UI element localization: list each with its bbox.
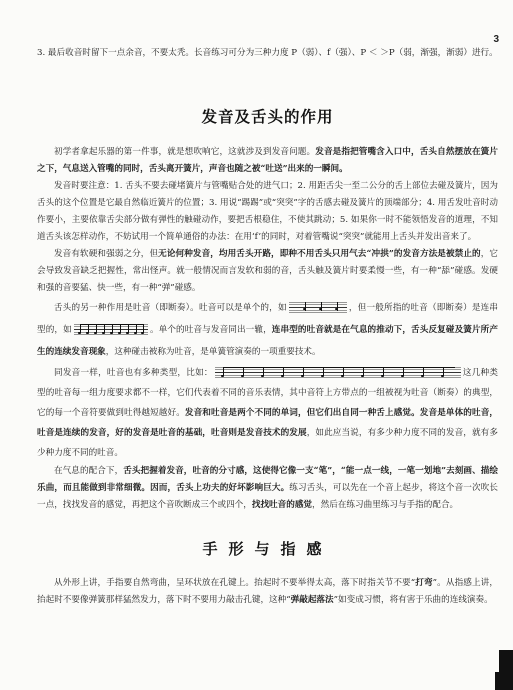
paragraph-2: 发音时要注意：1. 舌头不要去碰堵簧片与管嘴贴合处的进气口；2. 用距舌尖一至二公分的舌上部位去碰及簧片，因为舌头的这个位置是它最自然临近簧片的位置；3. 用说“踢踢”或“突突”字的舌感去碰及簧片的顶端部分；4. 用舌发吐音时动作要小，主要依靠舌尖部分做有弹性的触碰动作，要把舌根稳住，不使其跳动；5. 如果你一时不能领悟发音的道理，不知道舌头该怎样动作，不妨试用一个简单通俗的办法：在用‘f’的同时，对着管嘴说“突突”就能用上舌头并发出音来了。 [37,181,498,242]
section-title-hand-shape: 手形与指感 [202,540,333,558]
bold-text: 发音是指把管嘴含入口中，舌头自然摆放在簧片之下，气息送入管嘴的同时，舌头离开簧片，声音也随之被“吐送”出来的一瞬间。 [37,147,498,174]
text: ，这种碰击被称为吐音，是单簧管演奏的一项重要技术。 [105,347,321,357]
text: 发音有软硬和强弱之分，但 [54,249,159,259]
paragraph-1 [37,144,498,178]
tonguing-types-notation-icon [215,367,461,379]
single-tongue-notation-icon [289,302,347,314]
top-paragraph: 3. 最后收音时留下一点余音，不要太秃。长音练习可分为三种力度 P（弱）、f（强）、P ＜ ＞P（弱，渐强，渐弱）进行。 [37,48,498,58]
text: 舌头的另一种作用是吐音（即断奏）。吐音可以是单个的，如 [54,303,287,313]
paragraph-6 [37,463,498,514]
paragraph-5 [37,363,498,463]
page-edge-mark [495,672,499,690]
text: 这几种类型的吐音每一组力度要求都不一样，它们代表着不同的音乐表情，其中音符上方带点的一组被视为吐音（断奏）的典型，它的每一个音符要做到吐得越短越好。 [37,368,498,418]
text: ，然后在练习曲里练习与手指的配合。 [312,500,459,510]
bold-text: 无论何种发音，均用舌头开路，即种不用舌头只用气去“冲拱”的发音方法是被禁止的 [158,249,481,259]
text: 从外形上讲，手指要自然弯曲，呈环状放在孔键上。抬起时不要举得太高，落下时指关节不要“ [54,578,416,588]
paragraph-7 [37,575,498,609]
text: ，如此应当说，有多少种力度不同的发音，就有多少种力度不同的吐音。 [37,428,498,458]
section-title-articulation: 发音及舌头的作用 [201,108,334,126]
text: 练习舌头，可以先在一个音上起步，将这个音一次吹长一点，找找发音的感觉，再把这个音吹断成三个或四个， [37,483,498,510]
page-edge-mark [499,650,513,690]
text: 同发音一样，吐音也有多种类型，比如： [54,368,213,378]
continuous-tongue-notation-icon [74,324,148,336]
bold-text: 找找吐音的感觉 [251,500,313,510]
paragraph-4 [37,297,498,363]
text: 。单个的吐音与发音同出一辙， [149,325,272,335]
bold-text: 弹敲起落法 [290,595,334,605]
bold-text: 连串型的吐音就是在气息的推动下，舌头反复碰及簧片所产生的连续发音现象 [37,325,498,357]
text: 在气息的配合下， [54,466,124,476]
bold-text: 舌头把握着发音，吐音的分寸感，这使得它像一支“笔”，“能一点一线，一笔一划地”去刻画、描绘乐曲，而且能做到非常细微。因而，舌头上功夫的好坏影响巨大。 [37,466,498,493]
text: ”如变成习惯，将有害于乐曲的连线演奏。 [333,595,493,605]
text: ，但一般所指的吐音（即断奏）是连串型的，如 [37,303,498,335]
text: ，它会导致发音缺乏把握性，常出怪声。就一般情况而言发软和弱的音，舌头触及簧片时要柔慢一些，有一种“舔”碰感。发硬和强的音要猛、快一些，有一种“弹”碰感。 [37,249,498,293]
bold-text: 发音和吐音是两个不同的单词，但它们出自同一种舌上感觉。发音是单体的吐音，吐音是连续的发音，好的发音是吐音的基础，吐音则是发音技术的发展 [37,408,498,438]
text: 初学者拿起乐器的第一件事，就是想吹响它，这就涉及到发音问题。 [54,147,316,157]
page-number: 3 [493,34,499,45]
document-body [37,45,498,609]
paragraph-3 [37,246,498,297]
text: ”。从指感上讲，抬起时不要像弹簧那样猛然发力，落下时不要用力敲击孔键，这种“ [37,578,498,605]
bold-text: 打弯 [415,578,433,588]
